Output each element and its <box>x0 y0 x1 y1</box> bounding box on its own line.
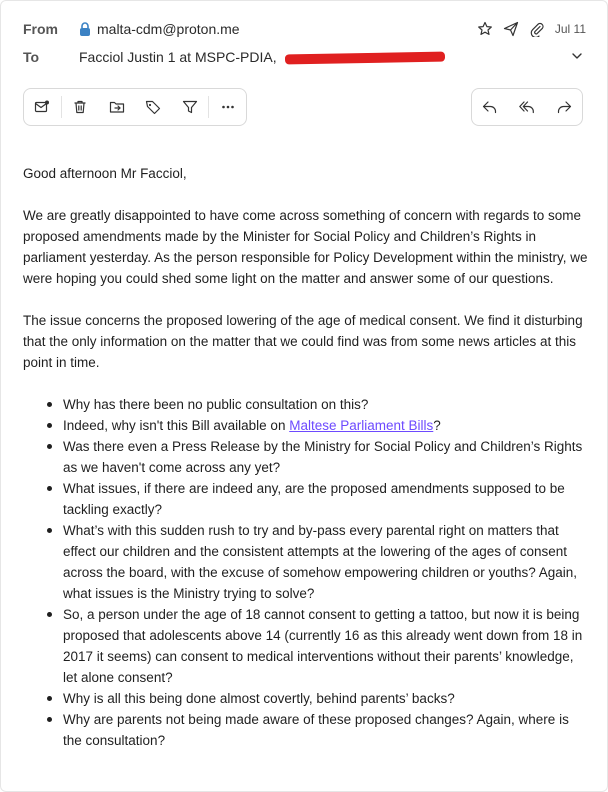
list-item-text: Indeed, why isn't this Bill available on <box>63 418 290 433</box>
paperclip-icon <box>529 21 545 37</box>
list-item: What issues, if there are indeed any, are the proposed amendments supposed to be tackling exactly? <box>45 478 589 520</box>
list-item: Was there even a Press Release by the Ministry for Social Policy and Children’s Rights as we haven't come across any yet? <box>45 436 589 478</box>
more-icon <box>220 99 236 115</box>
from-label: From <box>23 21 58 37</box>
filter-button[interactable] <box>172 89 209 125</box>
message-toolbar <box>23 88 247 126</box>
more-button[interactable] <box>209 89 246 125</box>
reply-button[interactable] <box>472 89 509 125</box>
to-label: To <box>23 49 40 65</box>
list-item: So, a person under the age of 18 cannot consent to getting a tattoo, but now it is being proposed that adolescents above 14 (currently 16 as this already went down from 18 in 2017 it seems) can consent to medical interventions without their parents’ knowledge, let alone consent? <box>45 604 589 688</box>
mark-unread-button[interactable] <box>24 89 61 125</box>
star-icon[interactable] <box>477 21 493 37</box>
forward-button[interactable] <box>545 89 582 125</box>
reply-all-icon <box>519 99 535 115</box>
reply-all-button[interactable] <box>509 89 546 125</box>
redaction-mark <box>285 52 445 65</box>
question-list <box>23 394 589 751</box>
reply-toolbar <box>471 88 583 126</box>
list-item: Why has there been no public consultation on this? <box>45 394 589 415</box>
filter-icon <box>182 99 198 115</box>
sender-address[interactable]: malta-cdm@proton.me <box>97 21 240 37</box>
list-item <box>45 415 589 436</box>
forward-icon <box>556 99 572 115</box>
chevron-down-icon[interactable] <box>570 49 584 63</box>
message-body <box>23 163 589 751</box>
label-icon <box>145 99 161 115</box>
body-paragraph: We are greatly disappointed to have come across something of concern with regards to some proposed amendments made by the Minister for Social Policy and Children’s Rights in parliament yesterday. As the person responsible for Policy Development within the ministry, we were hoping you could shed some light on the matter and answer some of our questions. <box>23 208 588 286</box>
trash-icon <box>72 99 88 115</box>
recipient-text[interactable]: Facciol Justin 1 at MSPC-PDIA, <box>79 49 277 65</box>
mark-unread-icon <box>34 99 50 115</box>
parliament-bills-link[interactable]: Maltese Parliament Bills <box>289 418 434 433</box>
label-button[interactable] <box>135 89 172 125</box>
lock-icon <box>79 22 91 36</box>
move-to-folder-button[interactable] <box>98 89 135 125</box>
move-to-folder-icon <box>109 99 125 115</box>
header-actions <box>477 18 586 40</box>
paper-plane-icon <box>503 21 519 37</box>
trash-button[interactable] <box>62 89 99 125</box>
greeting: Good afternoon Mr Facciol, <box>23 166 187 181</box>
list-item: Why are parents not being made aware of these proposed changes? Again, where is the consultation? <box>45 709 589 751</box>
list-item-text: ? <box>433 418 441 433</box>
to-row <box>23 46 588 68</box>
email-date: Jul 11 <box>554 22 586 36</box>
list-item: Why is all this being done almost covertly, behind parents’ backs? <box>45 688 589 709</box>
list-item: What’s with this sudden rush to try and by-pass every parental right on matters that effect our children and the consistent attempts at the lowering of the ages of consent across the board, with the excuse of somehow empowering children or youths? Again, what issues is the Ministry trying to solve? <box>45 520 589 604</box>
body-paragraph: The issue concerns the proposed lowering of the age of medical consent. We find it disturbing that the only information on the matter that we could find was from some news articles at this point in time. <box>23 313 583 370</box>
reply-icon <box>482 99 498 115</box>
